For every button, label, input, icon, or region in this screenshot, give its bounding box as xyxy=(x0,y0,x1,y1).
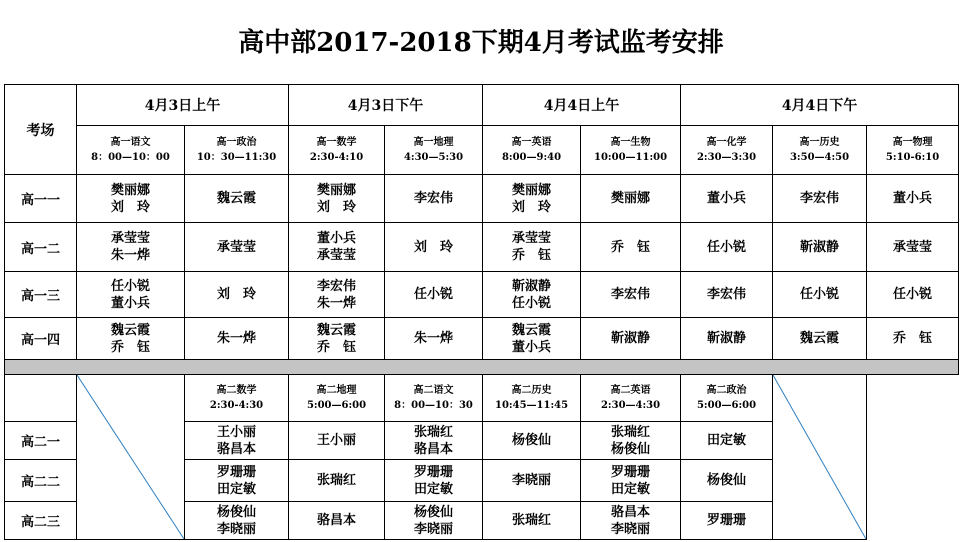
proctor-cell xyxy=(483,272,581,318)
subject-cell xyxy=(483,126,581,175)
proctor-name: 骆昌本 xyxy=(414,441,454,457)
proctor-cell xyxy=(185,272,289,318)
proctor-cell xyxy=(681,422,773,460)
proctor-name: 乔 钰 xyxy=(611,239,651,255)
proctor-cell xyxy=(77,175,185,223)
subject-name: 高一地理 xyxy=(413,137,454,148)
proctor-cell xyxy=(385,223,483,272)
subject-name: 高一物理 xyxy=(892,137,933,148)
proctor-cell xyxy=(385,502,483,540)
proctor-name: 靳淑静 xyxy=(707,331,747,346)
proctor-name: 罗珊珊 xyxy=(217,464,257,480)
table-row xyxy=(5,318,959,360)
room-label: 高一二 xyxy=(5,223,77,272)
subject-name: 高一英语 xyxy=(511,137,552,148)
proctor-name: 张瑞红 xyxy=(611,424,651,440)
proctor-name: 田定敏 xyxy=(707,433,747,448)
subject-cell xyxy=(185,375,289,422)
proctor-cell xyxy=(385,272,483,318)
proctor-cell xyxy=(773,175,867,223)
proctor-cell xyxy=(289,318,385,360)
subject-time: 2:30—4:30 xyxy=(600,400,661,411)
proctor-name: 承莹莹 xyxy=(512,231,552,246)
session-header: 4月4日上午 xyxy=(483,85,681,126)
subject-name: 高一生物 xyxy=(610,137,651,148)
subject-cell xyxy=(681,375,773,422)
subject-name: 高二英语 xyxy=(610,385,651,396)
proctor-name: 李晓丽 xyxy=(217,521,257,537)
diagonal-line xyxy=(773,375,866,539)
subject-cell xyxy=(581,126,681,175)
proctor-name: 杨俊仙 xyxy=(414,504,454,520)
subject-time: 2:30-4:30 xyxy=(209,400,264,411)
subject-name: 高一数学 xyxy=(316,137,357,148)
proctor-cell xyxy=(773,223,867,272)
subject-name: 高二历史 xyxy=(511,385,552,396)
proctor-name: 刘 玲 xyxy=(110,199,150,215)
proctor-cell xyxy=(289,460,385,502)
subject-cell xyxy=(773,126,867,175)
proctor-name: 田定敏 xyxy=(414,481,454,497)
subject-time: 5:00—6:00 xyxy=(696,400,757,411)
subject-cell xyxy=(681,126,773,175)
proctor-name: 杨俊仙 xyxy=(512,433,552,448)
proctor-cell xyxy=(867,272,959,318)
subject-time: 8:00—9:40 xyxy=(501,152,562,163)
proctor-name: 承莹莹 xyxy=(893,239,933,255)
proctor-name: 靳淑静 xyxy=(512,278,552,294)
subject-time: 5:00—6:00 xyxy=(306,400,367,411)
proctor-cell xyxy=(483,318,581,360)
proctor-name: 任小锐 xyxy=(414,287,454,302)
subject-name: 高二语文 xyxy=(413,385,454,396)
proctor-name: 王小丽 xyxy=(317,433,357,448)
proctor-name: 刘 玲 xyxy=(317,199,357,215)
proctor-name: 罗珊珊 xyxy=(707,513,747,528)
proctor-cell xyxy=(581,318,681,360)
proctor-name: 罗珊珊 xyxy=(414,464,454,480)
subject-name: 高二数学 xyxy=(216,385,257,396)
table-row xyxy=(5,223,959,272)
subject-name: 高一化学 xyxy=(706,137,747,148)
proctor-name: 骆昌本 xyxy=(217,441,257,457)
subject-time: 3:50—4:50 xyxy=(789,152,850,163)
proctor-name: 魏云霞 xyxy=(512,322,552,338)
proctor-name: 王小丽 xyxy=(217,424,257,440)
proctor-name: 董小兵 xyxy=(317,231,357,246)
proctor-cell xyxy=(581,223,681,272)
proctor-name: 李晓丽 xyxy=(414,521,454,537)
proctor-cell xyxy=(185,502,289,540)
session-header: 4月3日下午 xyxy=(289,85,483,126)
proctor-name: 靳淑静 xyxy=(611,331,651,346)
proctor-cell xyxy=(185,422,289,460)
proctor-name: 承莹莹 xyxy=(110,231,150,246)
g2-subject-row xyxy=(5,375,959,422)
subject-name: 高一政治 xyxy=(216,137,257,148)
g1-subject-row xyxy=(5,126,959,175)
proctor-name: 董小兵 xyxy=(110,295,150,311)
proctor-cell xyxy=(289,502,385,540)
table-row xyxy=(5,175,959,223)
table-row xyxy=(5,272,959,318)
proctor-name: 樊丽娜 xyxy=(317,182,357,198)
proctor-name: 魏云霞 xyxy=(317,322,357,338)
proctor-cell xyxy=(681,272,773,318)
proctor-name: 魏云霞 xyxy=(217,191,257,206)
empty-corner xyxy=(5,375,77,422)
proctor-name: 刘 玲 xyxy=(512,199,552,215)
proctor-cell xyxy=(185,460,289,502)
proctor-name: 乔 钰 xyxy=(317,339,357,355)
proctor-name: 李宏伟 xyxy=(611,287,651,302)
proctor-cell xyxy=(185,223,289,272)
room-label: 高二二 xyxy=(5,460,77,502)
proctor-name: 承莹莹 xyxy=(217,239,257,255)
proctor-cell xyxy=(385,318,483,360)
subject-cell xyxy=(581,375,681,422)
proctor-name: 魏云霞 xyxy=(800,331,840,346)
subject-time: 8：00—10：30 xyxy=(394,400,473,411)
proctor-name: 李晓丽 xyxy=(512,473,552,488)
proctor-name: 任小锐 xyxy=(707,239,747,255)
subject-name: 高二地理 xyxy=(316,385,357,396)
proctor-cell xyxy=(681,460,773,502)
proctor-cell xyxy=(581,175,681,223)
room-label: 高一四 xyxy=(5,318,77,360)
proctor-name: 朱一烨 xyxy=(414,331,454,346)
separator-row xyxy=(5,360,959,375)
room-label: 高二三 xyxy=(5,502,77,540)
proctor-name: 樊丽娜 xyxy=(611,191,651,206)
proctor-name: 田定敏 xyxy=(217,481,257,497)
proctor-name: 李晓丽 xyxy=(611,521,651,537)
subject-cell xyxy=(385,375,483,422)
proctor-name: 董小兵 xyxy=(893,191,933,206)
separator-cell xyxy=(5,360,959,375)
proctor-name: 任小锐 xyxy=(110,278,150,294)
proctor-cell xyxy=(77,272,185,318)
proctor-name: 李宏伟 xyxy=(317,278,357,294)
proctor-cell xyxy=(185,175,289,223)
proctor-cell xyxy=(581,460,681,502)
proctor-name: 魏云霞 xyxy=(110,322,150,338)
proctor-name: 朱一烨 xyxy=(110,248,150,263)
subject-time: 10:00—11:00 xyxy=(594,152,668,163)
proctor-name: 乔 钰 xyxy=(893,331,933,346)
subject-name: 高一历史 xyxy=(799,137,840,148)
session-header: 4月4日下午 xyxy=(681,85,959,126)
proctor-cell xyxy=(681,175,773,223)
proctor-cell xyxy=(581,502,681,540)
proctor-cell xyxy=(289,223,385,272)
empty-diagonal-left xyxy=(77,375,185,540)
session-header-row xyxy=(5,85,959,126)
proctor-cell xyxy=(867,175,959,223)
proctor-cell xyxy=(681,318,773,360)
diagonal-line xyxy=(77,375,184,539)
corner-label: 考场 xyxy=(5,85,77,175)
room-label: 高一一 xyxy=(5,175,77,223)
empty-diagonal-right xyxy=(773,375,867,540)
proctor-name: 董小兵 xyxy=(512,339,552,355)
proctor-name: 樊丽娜 xyxy=(110,182,150,198)
proctor-cell xyxy=(77,318,185,360)
subject-time: 2:30—3:30 xyxy=(696,152,757,163)
proctor-name: 杨俊仙 xyxy=(611,441,651,457)
proctor-cell xyxy=(289,175,385,223)
subject-cell xyxy=(483,375,581,422)
proctor-name: 刘 玲 xyxy=(217,287,257,302)
subject-cell xyxy=(289,375,385,422)
subject-cell xyxy=(185,126,289,175)
proctor-cell xyxy=(581,422,681,460)
proctor-name: 骆昌本 xyxy=(317,513,357,528)
proctor-cell xyxy=(289,272,385,318)
subject-time: 5:10-6:10 xyxy=(885,152,940,163)
proctor-cell xyxy=(867,318,959,360)
proctor-name: 杨俊仙 xyxy=(217,504,257,520)
room-label: 高二一 xyxy=(5,422,77,460)
proctor-cell xyxy=(185,318,289,360)
proctor-cell xyxy=(773,318,867,360)
room-label: 高一三 xyxy=(5,272,77,318)
proctor-name: 张瑞红 xyxy=(317,473,357,488)
proctor-name: 乔 钰 xyxy=(110,339,150,355)
proctor-cell xyxy=(289,422,385,460)
subject-time: 2:30-4:10 xyxy=(309,152,364,163)
proctor-cell xyxy=(773,272,867,318)
subject-name: 高二政治 xyxy=(706,385,747,396)
proctor-name: 张瑞红 xyxy=(512,513,552,528)
proctor-cell xyxy=(385,422,483,460)
proctor-cell xyxy=(483,460,581,502)
proctor-name: 李宏伟 xyxy=(414,191,454,206)
exam-schedule-table xyxy=(4,84,959,540)
proctor-name: 田定敏 xyxy=(611,481,651,497)
proctor-name: 杨俊仙 xyxy=(707,473,747,488)
subject-time: 10：30—11:30 xyxy=(196,152,277,163)
subject-cell xyxy=(385,126,483,175)
proctor-cell xyxy=(385,175,483,223)
subject-cell xyxy=(77,126,185,175)
proctor-name: 靳淑静 xyxy=(800,239,840,255)
subject-cell xyxy=(289,126,385,175)
proctor-name: 承莹莹 xyxy=(317,248,357,263)
proctor-name: 任小锐 xyxy=(512,295,552,311)
proctor-cell xyxy=(581,272,681,318)
proctor-cell xyxy=(483,175,581,223)
subject-time: 10:45—11:45 xyxy=(495,400,569,411)
subject-name: 高一语文 xyxy=(110,137,151,148)
proctor-cell xyxy=(483,422,581,460)
page-title: 高中部2017-2018下期4月考试监考安排 xyxy=(238,28,724,58)
proctor-name: 骆昌本 xyxy=(611,504,651,520)
proctor-name: 张瑞红 xyxy=(414,424,454,440)
subject-time: 4:30—5:30 xyxy=(403,152,464,163)
proctor-name: 乔 钰 xyxy=(512,248,552,263)
proctor-name: 任小锐 xyxy=(800,287,840,302)
proctor-cell xyxy=(867,223,959,272)
proctor-name: 刘 玲 xyxy=(414,239,454,255)
proctor-cell xyxy=(77,223,185,272)
proctor-name: 朱一烨 xyxy=(317,295,357,311)
proctor-cell xyxy=(681,502,773,540)
subject-cell xyxy=(867,126,959,175)
proctor-name: 樊丽娜 xyxy=(512,182,552,198)
subject-time: 8：00—10：00 xyxy=(91,152,170,163)
proctor-name: 任小锐 xyxy=(893,287,933,302)
proctor-name: 罗珊珊 xyxy=(611,464,651,480)
proctor-name: 李宏伟 xyxy=(707,287,747,302)
session-header: 4月3日上午 xyxy=(77,85,289,126)
proctor-name: 董小兵 xyxy=(707,191,747,206)
proctor-cell xyxy=(483,223,581,272)
proctor-cell xyxy=(385,460,483,502)
proctor-cell xyxy=(681,223,773,272)
proctor-cell xyxy=(483,502,581,540)
proctor-name: 李宏伟 xyxy=(800,191,840,206)
proctor-name: 朱一烨 xyxy=(217,331,257,346)
